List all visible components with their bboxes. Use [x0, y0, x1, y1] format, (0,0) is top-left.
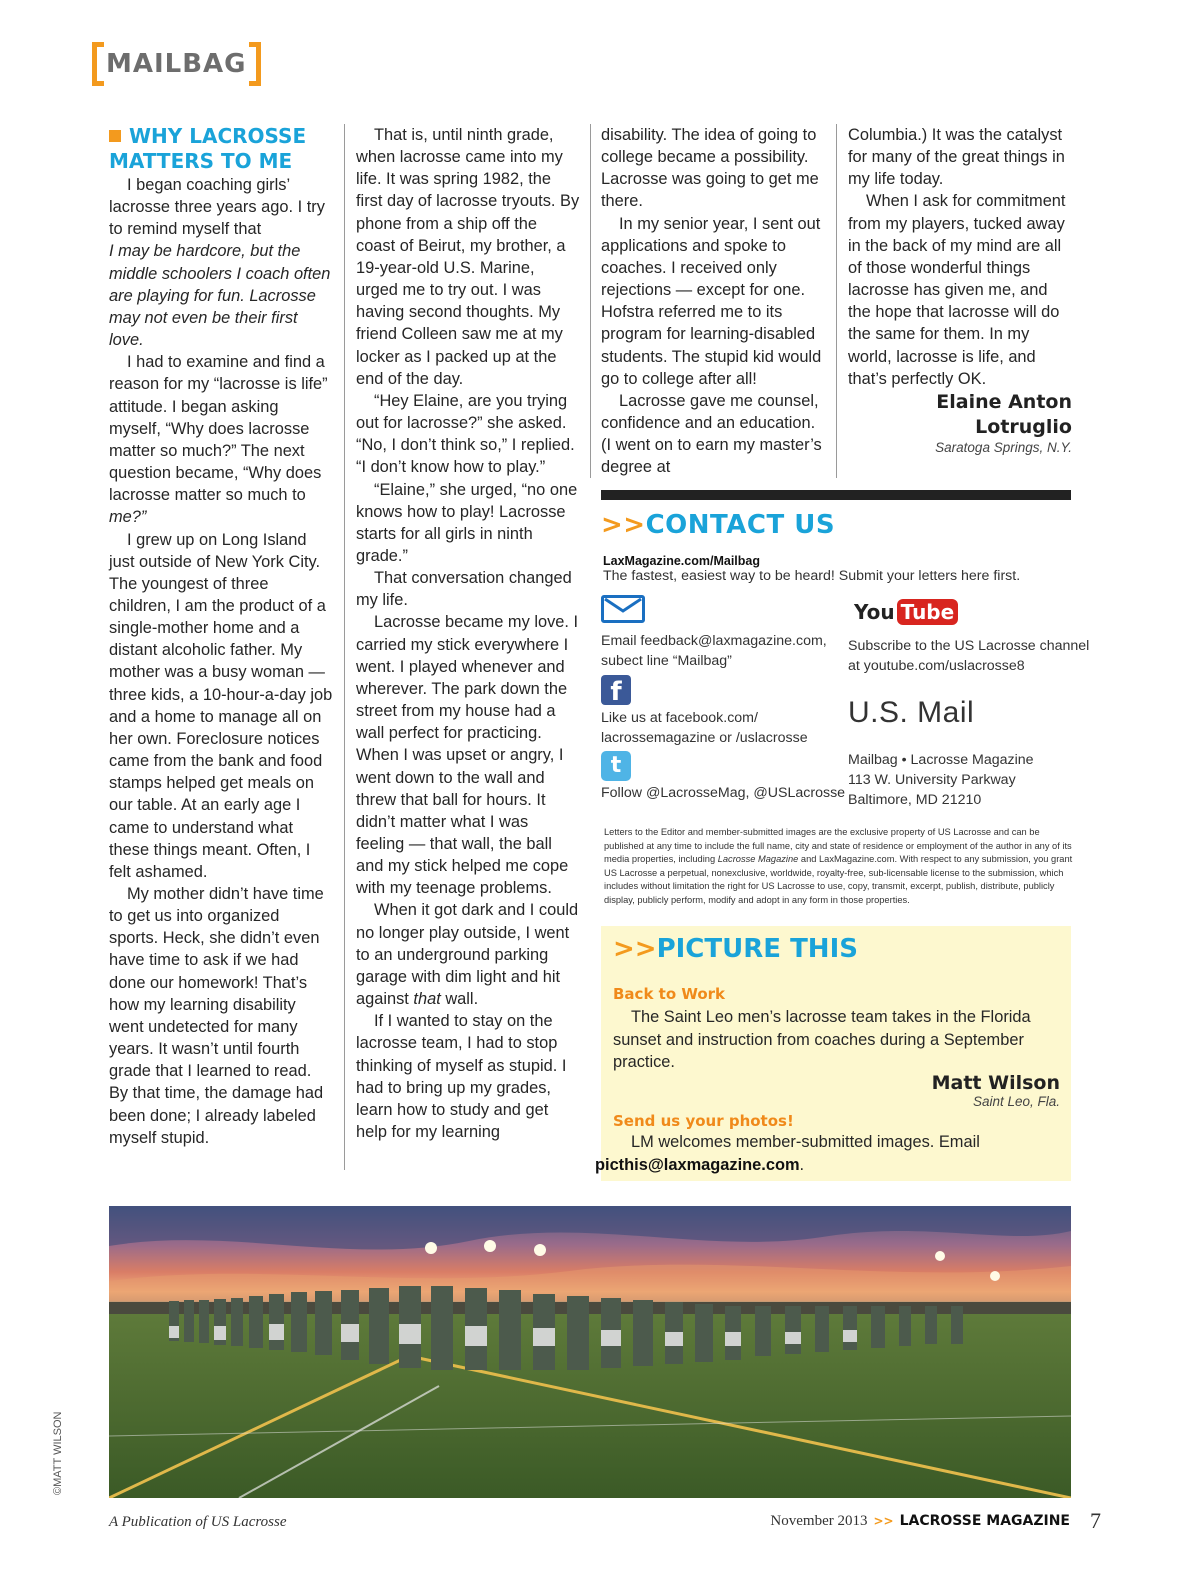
picture-subhead: Back to Work [613, 985, 726, 1003]
letter-paragraph: “Elaine,” she urged, “no one knows how to play! Lacrosse starts for all girls in ninth grade.” [356, 480, 578, 565]
letter-column-1 [109, 124, 333, 1149]
letter-paragraph: “Hey Elaine, are you trying out for lacrosse?” she asked. “No, I don’t think so,” I replied. “I don’t know how to play.” [356, 391, 575, 477]
send-photos-head: Send us your photos! [613, 1112, 794, 1130]
letter-paragraph: I began coaching girls’ lacrosse three years ago. I try to remind myself that [109, 176, 325, 239]
usmail-address: Mailbag • Lacrosse Magazine 113 W. University Parkway Baltimore, MD 21210 [848, 752, 1034, 808]
photographer-signature [932, 1072, 1060, 1109]
letter-paragraph: That is, until ninth grade, when lacrosse came into my life. It was spring 1982, the first day of lacrosse tryouts. By phone from a ship off the coast of Beirut, my brother, a 19-year-old U.S. Marine, urged me to try out. I was having second thoughts. My friend Colleen saw me at my locker as I packed up at the end of the day. [356, 126, 580, 388]
picture-caption: The Saint Leo men’s lacrosse team takes in the Florida sunset and instruction from coaches during a September practice. [613, 1008, 1031, 1071]
letter-paragraph: When it got dark and I could no longer play outside, I went to an underground parking garage with dim light and hit against that wall. [356, 901, 579, 1009]
twitter-contact: Follow @LacrosseMag, @USLacrosse [601, 785, 846, 801]
footer-magazine: LACROSSE MAGAZINE [899, 1513, 1070, 1529]
letter-heading: WHY LACROSSE MATTERS TO ME [109, 124, 307, 173]
youtube-contact: Subscribe to the US Lacrosse channel at youtube.com/uslacrosse8 [848, 638, 1090, 674]
letter-paragraph: I grew up on Long Island just outside of New York City. The youngest of three children, I am the product of a single-mother home and a distant alcoholic father. My mother was a busy woman — three kids, a 10-hour-a-day job and a home to manage all on her own. Foreclosure notices came from the bank and food stamps helped get meals on our table. At an early age I came to understand what these things meant. Often, I felt ashamed. [109, 530, 333, 881]
letter-column-3 [601, 124, 825, 479]
letter-paragraph: Lacrosse became my love. I carried my stick everywhere I went. I played whenever and wherever. The park down the street from my house had a wall perfect for practicing. When I was upset or angry, I went down to the wall and threw that ball for hours. It didn’t matter what I was feeling — that wall, the ball and my stick helped me cope with my teenage problems. [356, 613, 579, 898]
photographer-location: Saint Leo, Fla. [972, 1094, 1060, 1109]
team-photo [109, 1206, 1071, 1498]
letter-column-2 [356, 124, 580, 1143]
letter-paragraph: My mother didn’t have time to get us into organized sports. Heck, she didn’t even have time to ask if we had done our homework! That’s how my learning disability went undetected for many years. It wasn’t until fourth grade that I learned to read. By that time, the damage had been done; I already labeled myself stupid. [109, 885, 324, 1147]
letter-signature [848, 390, 1072, 456]
letter-paragraph: disability. The idea of going to college became a possibility. Lacrosse was going to get me there. [601, 126, 819, 211]
footer-arrows: >> [873, 1514, 894, 1528]
letter-paragraph: In my senior year, I sent out applications and spoke to coaches. I received only rejections — except for one. Hofstra referred me to its program for learning-disabled students. The stupid kid would go to college after all! [601, 214, 822, 388]
letter-paragraph: If I wanted to stay on the lacrosse team, I had to stop thinking of myself as stupid. I had to bring up my grades, learn how to study and get help for my learning [356, 1012, 567, 1142]
contact-heading: >>CONTACT US [601, 510, 836, 540]
letter-paragraph: Columbia.) It was the catalyst for many of the great things in my life today. [848, 126, 1065, 189]
section-label: MAILBAG [106, 49, 247, 79]
bracket-left [92, 42, 104, 86]
column-rule [344, 124, 345, 1170]
page-number: 7 [1090, 1508, 1101, 1533]
photo-credit: ©MATT WILSON [52, 1411, 64, 1495]
letter-column-4 [848, 124, 1072, 456]
author-location: Saratoga Springs, N.Y. [935, 439, 1072, 455]
send-photos-email[interactable]: picthis@laxmagazine.com [595, 1155, 800, 1174]
footer-issue [770, 1513, 1070, 1530]
picture-heading: >>PICTURE THIS [613, 934, 858, 964]
footer-date: November 2013 [770, 1513, 868, 1529]
letter-paragraph: I had to examine and find a reason for my “lacrosse is life” attitude. I began asking myself, “Why does lacrosse matter so much?” The next question became, “Why does lacrosse matter so much to me?” [109, 353, 328, 527]
author-name: Lotruglio [975, 415, 1072, 438]
send-photos-text: LM welcomes member-submitted images. Email picthis@laxmagazine.com. [595, 1133, 980, 1174]
letter-paragraph: Lacrosse gave me counsel, confidence and an education. (I went on to earn my master’s degree at [601, 391, 822, 477]
mailbag-description: The fastest, easiest way to be heard! Submit your letters here first. [603, 568, 1021, 584]
email-contact: Email feedback@laxmagazine.com, subect line “Mailbag” [601, 633, 827, 669]
mailbag-link[interactable]: LaxMagazine.com/Mailbag [603, 554, 760, 568]
column-rule [836, 124, 837, 478]
legal-notice: Letters to the Editor and member-submitted images are the exclusive property of US Lacrosse and can be published at any time to include the full name, city and state of residence or employment of the author in any of its media properties, including Lacrosse Magazine and LaxMagazine.com. With respect to any submission, you grant US Lacrosse a perpetual, nonexclusive, worldwide, royalty-free, sub-licensable license to the submission, which includes without limitation the right for US Lacrosse to use, copy, transmit, excerpt, publish, distribute, publicly display, publicly perform, modify and adopt in any form in those properties. [604, 827, 1073, 905]
photographer-name: Matt Wilson [931, 1072, 1060, 1094]
twitter-icon: t [601, 751, 631, 781]
usmail-title: U.S. Mail [848, 696, 975, 729]
bracket-right [249, 42, 261, 86]
letter-paragraph: That conversation changed my life. [356, 569, 572, 610]
author-name: Elaine Anton [936, 390, 1072, 413]
youtube-icon: You Tube [854, 597, 958, 627]
facebook-contact: Like us at facebook.com/ lacrossemagazine or /uslacrosse [601, 710, 808, 746]
bullet-square-icon [109, 130, 121, 142]
contact-bar [601, 490, 1071, 500]
footer-publication: A Publication of US Lacrosse [109, 1514, 287, 1530]
facebook-icon: f [601, 675, 631, 705]
letter-paragraph: When I ask for commitment from my players, tucked away in the back of my mind are all of those wonderful things lacrosse has given me, and the hope that lacrosse will do the same for them. In my world, lacrosse is life, and that’s perfectly OK. [848, 192, 1066, 388]
letter-paragraph: I may be hardcore, but the middle schoolers I coach often are playing for fun. Lacrosse may not even be their first love. [109, 242, 331, 350]
section-tag [92, 42, 261, 86]
envelope-icon [601, 595, 645, 623]
column-rule [590, 124, 591, 478]
